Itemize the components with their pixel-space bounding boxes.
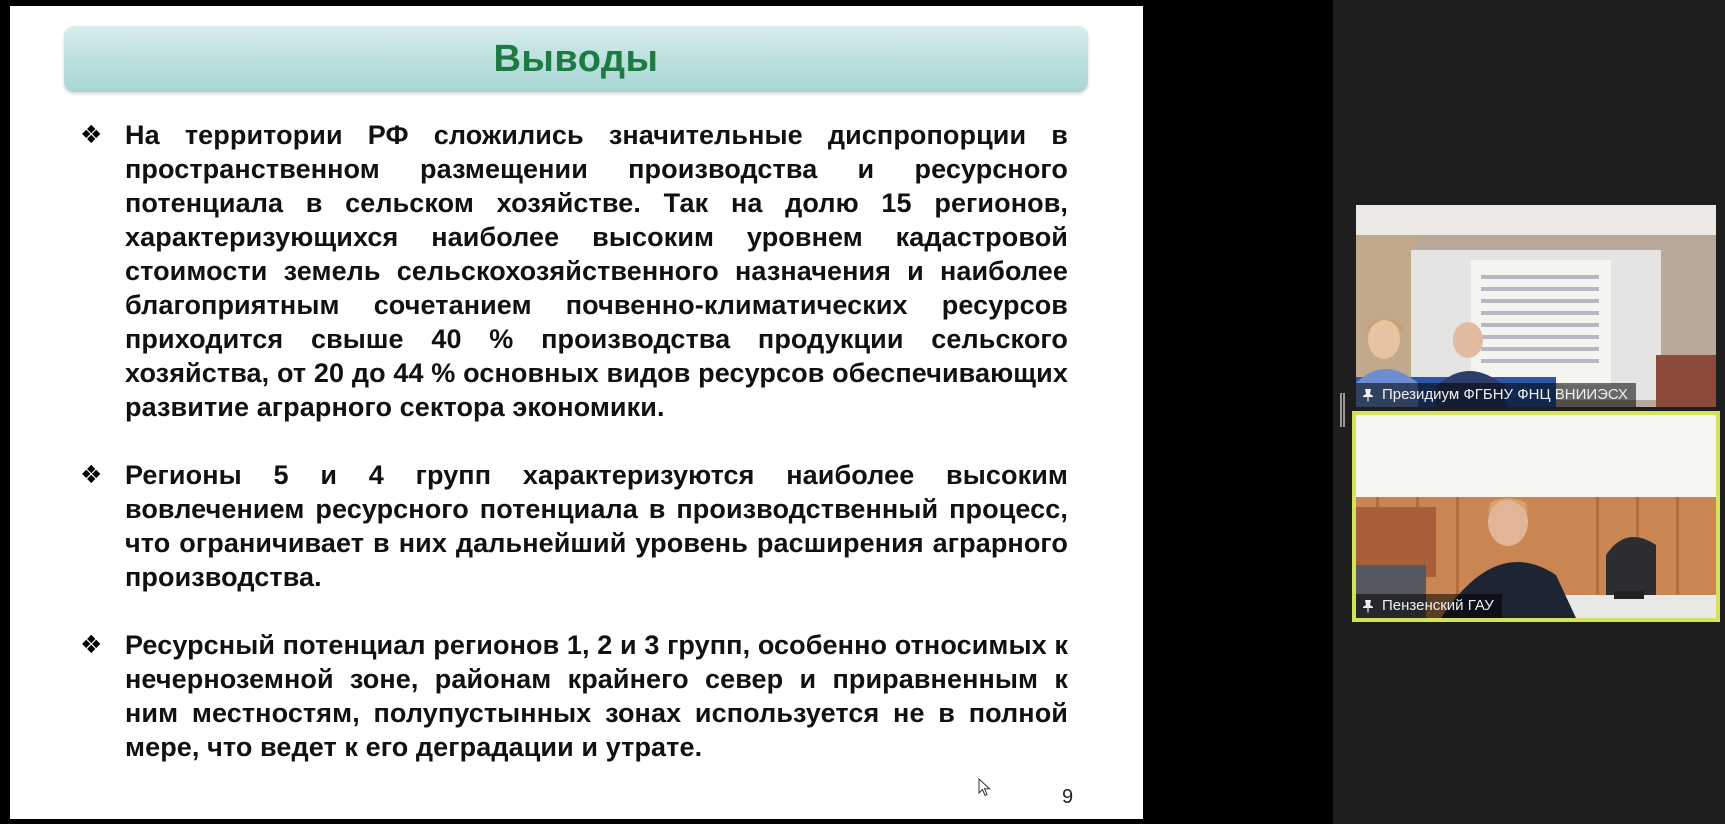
diamond-bullet-icon: ❖ <box>80 121 103 149</box>
participant-name-label <box>1356 383 1636 407</box>
participant-video-feed <box>1356 415 1716 618</box>
pin-icon <box>1362 388 1374 402</box>
pin-icon <box>1362 599 1374 613</box>
diamond-bullet-icon: ❖ <box>80 461 103 489</box>
slide-title-bar <box>64 26 1088 92</box>
panel-resize-handle[interactable] <box>1340 393 1345 427</box>
participant-video-feed <box>1356 205 1716 407</box>
participant-video-tile-active-speaker[interactable] <box>1352 411 1720 622</box>
bullet-item <box>80 458 1068 594</box>
participant-name: Президиум ФГБНУ ФНЦ ВНИИЭСХ <box>1382 386 1628 403</box>
participant-video-tile[interactable] <box>1356 205 1716 407</box>
mouse-cursor-icon <box>978 778 992 798</box>
presentation-slide <box>10 6 1143 819</box>
diamond-bullet-icon: ❖ <box>80 631 103 659</box>
bullet-text: На территории РФ сложились значительные диспропорции в пространственном размещении производства и ресурсного потенциала в сельском хозяйстве. Так на долю 15 регионов, характеризующихся наиболее высоким уровнем кадастровой стоимости земель сельскохозяйственного назначения и наиболее благоприятным сочетанием почвенно-климатических ресурсов приходится свыше 40 % производства продукции сельского хозяйства, от 20 до 44 % основных видов ресурсов обеспечивающих развитие аграрного сектора экономики. <box>125 120 1068 422</box>
slide-title: Выводы <box>493 37 659 80</box>
bullet-text: Ресурсный потенциал регионов 1, 2 и 3 групп, особенно относимых к нечерноземной зоне, районам крайнего север и приравненным к ним местностям, полупустынных зонах используется не в полной мере, что ведет к его деградации и утрате. <box>125 630 1068 762</box>
bullet-list <box>80 118 1068 764</box>
bullet-text: Регионы 5 и 4 групп характеризуются наиболее высоким вовлечением ресурсного потенциала в производственный процесс, что ограничивает в них дальнейший уровень расширения аграрного производства. <box>125 460 1068 592</box>
bullet-item <box>80 118 1068 424</box>
slide-page-number: 9 <box>1062 786 1074 808</box>
participant-name: Пензенский ГАУ <box>1382 597 1494 614</box>
bullet-item <box>80 628 1068 764</box>
participant-name-label <box>1356 594 1502 618</box>
